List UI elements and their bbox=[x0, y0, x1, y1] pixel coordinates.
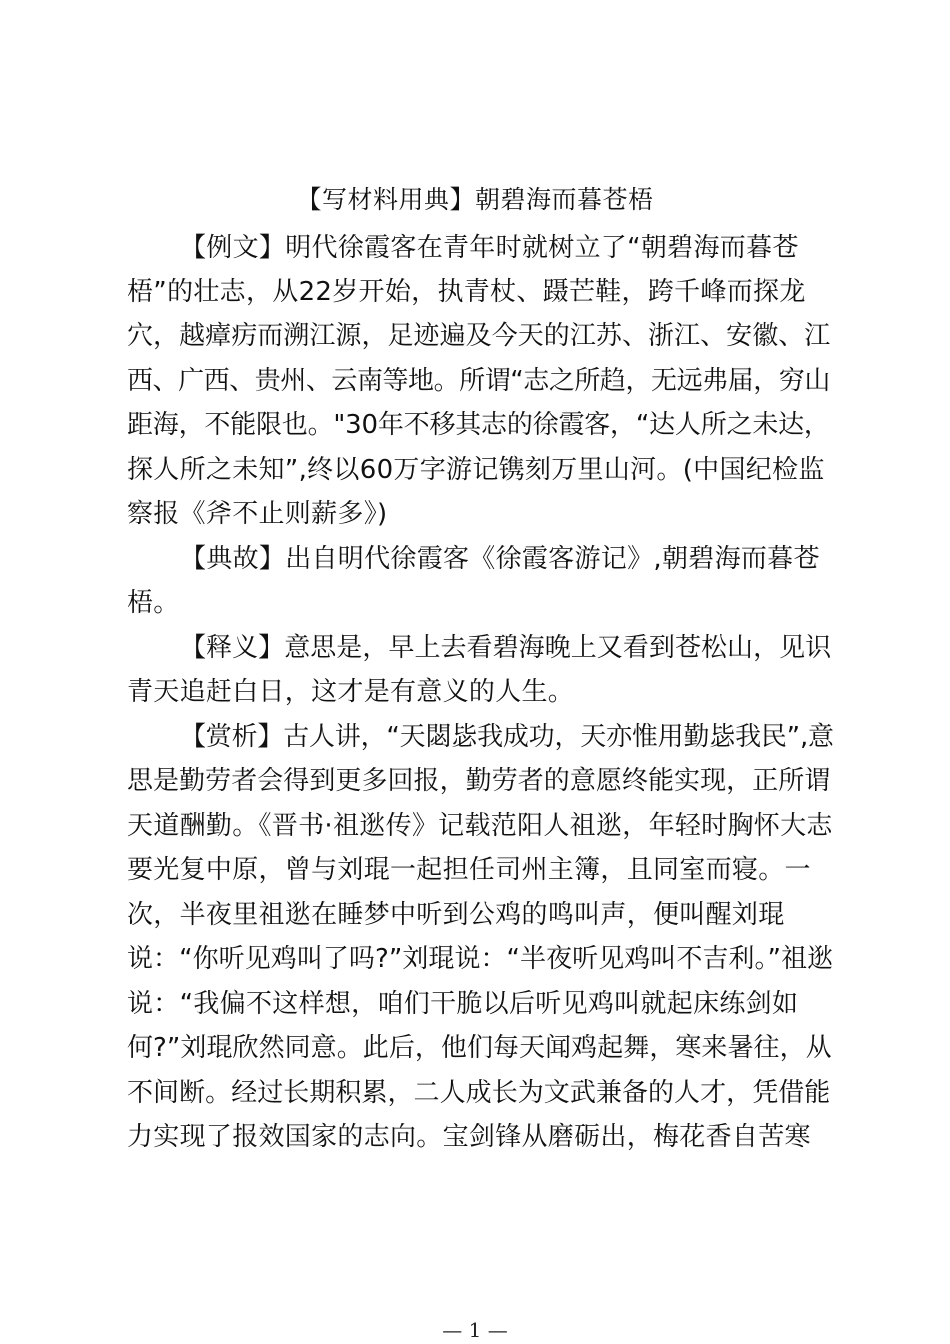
paragraph-line: 梧”的壮志，从22岁开始，执青杖、蹑芒鞋，跨千峰而探龙 bbox=[127, 277, 806, 307]
paragraph-line: 天道酬勤。《晋书·祖逖传》记载范阳人祖逖，年轻时胸怀大志 bbox=[127, 811, 833, 841]
paragraph-line: 【赏析】古人讲，“天閟毖我成功，天亦惟用勤毖我民”,意 bbox=[180, 722, 834, 752]
paragraph-line: 西、广西、贵州、云南等地。所谓“志之所趋，无远弗届，穷山 bbox=[127, 366, 830, 396]
paragraph-line: 次，半夜里祖逖在睡梦中听到公鸡的鸣叫声，便叫醒刘琨 bbox=[127, 900, 785, 930]
paragraph-line: 思是勤劳者会得到更多回报，勤劳者的意愿终能实现，正所谓 bbox=[127, 766, 831, 796]
paragraph-line: 梧。 bbox=[127, 588, 180, 618]
paragraph-line: 探人所之未知”,终以60万字游记镌刻万里山河。(中国纪检监 bbox=[127, 455, 825, 485]
paragraph-line: 【释义】意思是，早上去看碧海晚上又看到苍松山，见识 bbox=[180, 633, 832, 663]
paragraph-line: 【例文】明代徐霞客在青年时就树立了“朝碧海而暮苍 bbox=[180, 233, 799, 263]
page-number: — 1 — bbox=[442, 1318, 508, 1342]
paragraph-line: 【典故】出自明代徐霞客《徐霞客游记》,朝碧海而暮苍 bbox=[180, 544, 820, 574]
paragraph-line: 说：“我偏不这样想，咱们干脆以后听见鸡叫就起床练剑如 bbox=[127, 989, 799, 1019]
paragraph-line: 距海，不能限也。"30年不移其志的徐霞客，“达人所之未达， bbox=[127, 410, 830, 440]
paragraph-line: 青天追赶白日，这才是有意义的人生。 bbox=[127, 677, 575, 707]
document-title: 【写材料用典】朝碧海而暮苍梧 bbox=[296, 185, 654, 214]
paragraph-line: 穴，越瘴疠而溯江源，足迹遍及今天的江苏、浙江、安徽、江 bbox=[127, 321, 831, 351]
paragraph-line: 说：“你听见鸡叫了吗?”刘琨说：“半夜听见鸡叫不吉利。”祖逖 bbox=[127, 944, 834, 974]
paragraph-line: 力实现了报效国家的志向。宝剑锋从磨砺出，梅花香自苦寒 bbox=[127, 1122, 811, 1152]
paragraph-line: 察报《斧不止则薪多》) bbox=[127, 499, 388, 529]
paragraph-line: 不间断。经过长期积累，二人成长为文武兼备的人才，凭借能 bbox=[127, 1078, 831, 1108]
paragraph-line: 何?”刘琨欣然同意。此后，他们每天闻鸡起舞，寒来暑往，从 bbox=[127, 1033, 832, 1063]
paragraph-line: 要光复中原，曾与刘琨一起担任司州主簿，且同室而寝。一 bbox=[127, 855, 811, 885]
